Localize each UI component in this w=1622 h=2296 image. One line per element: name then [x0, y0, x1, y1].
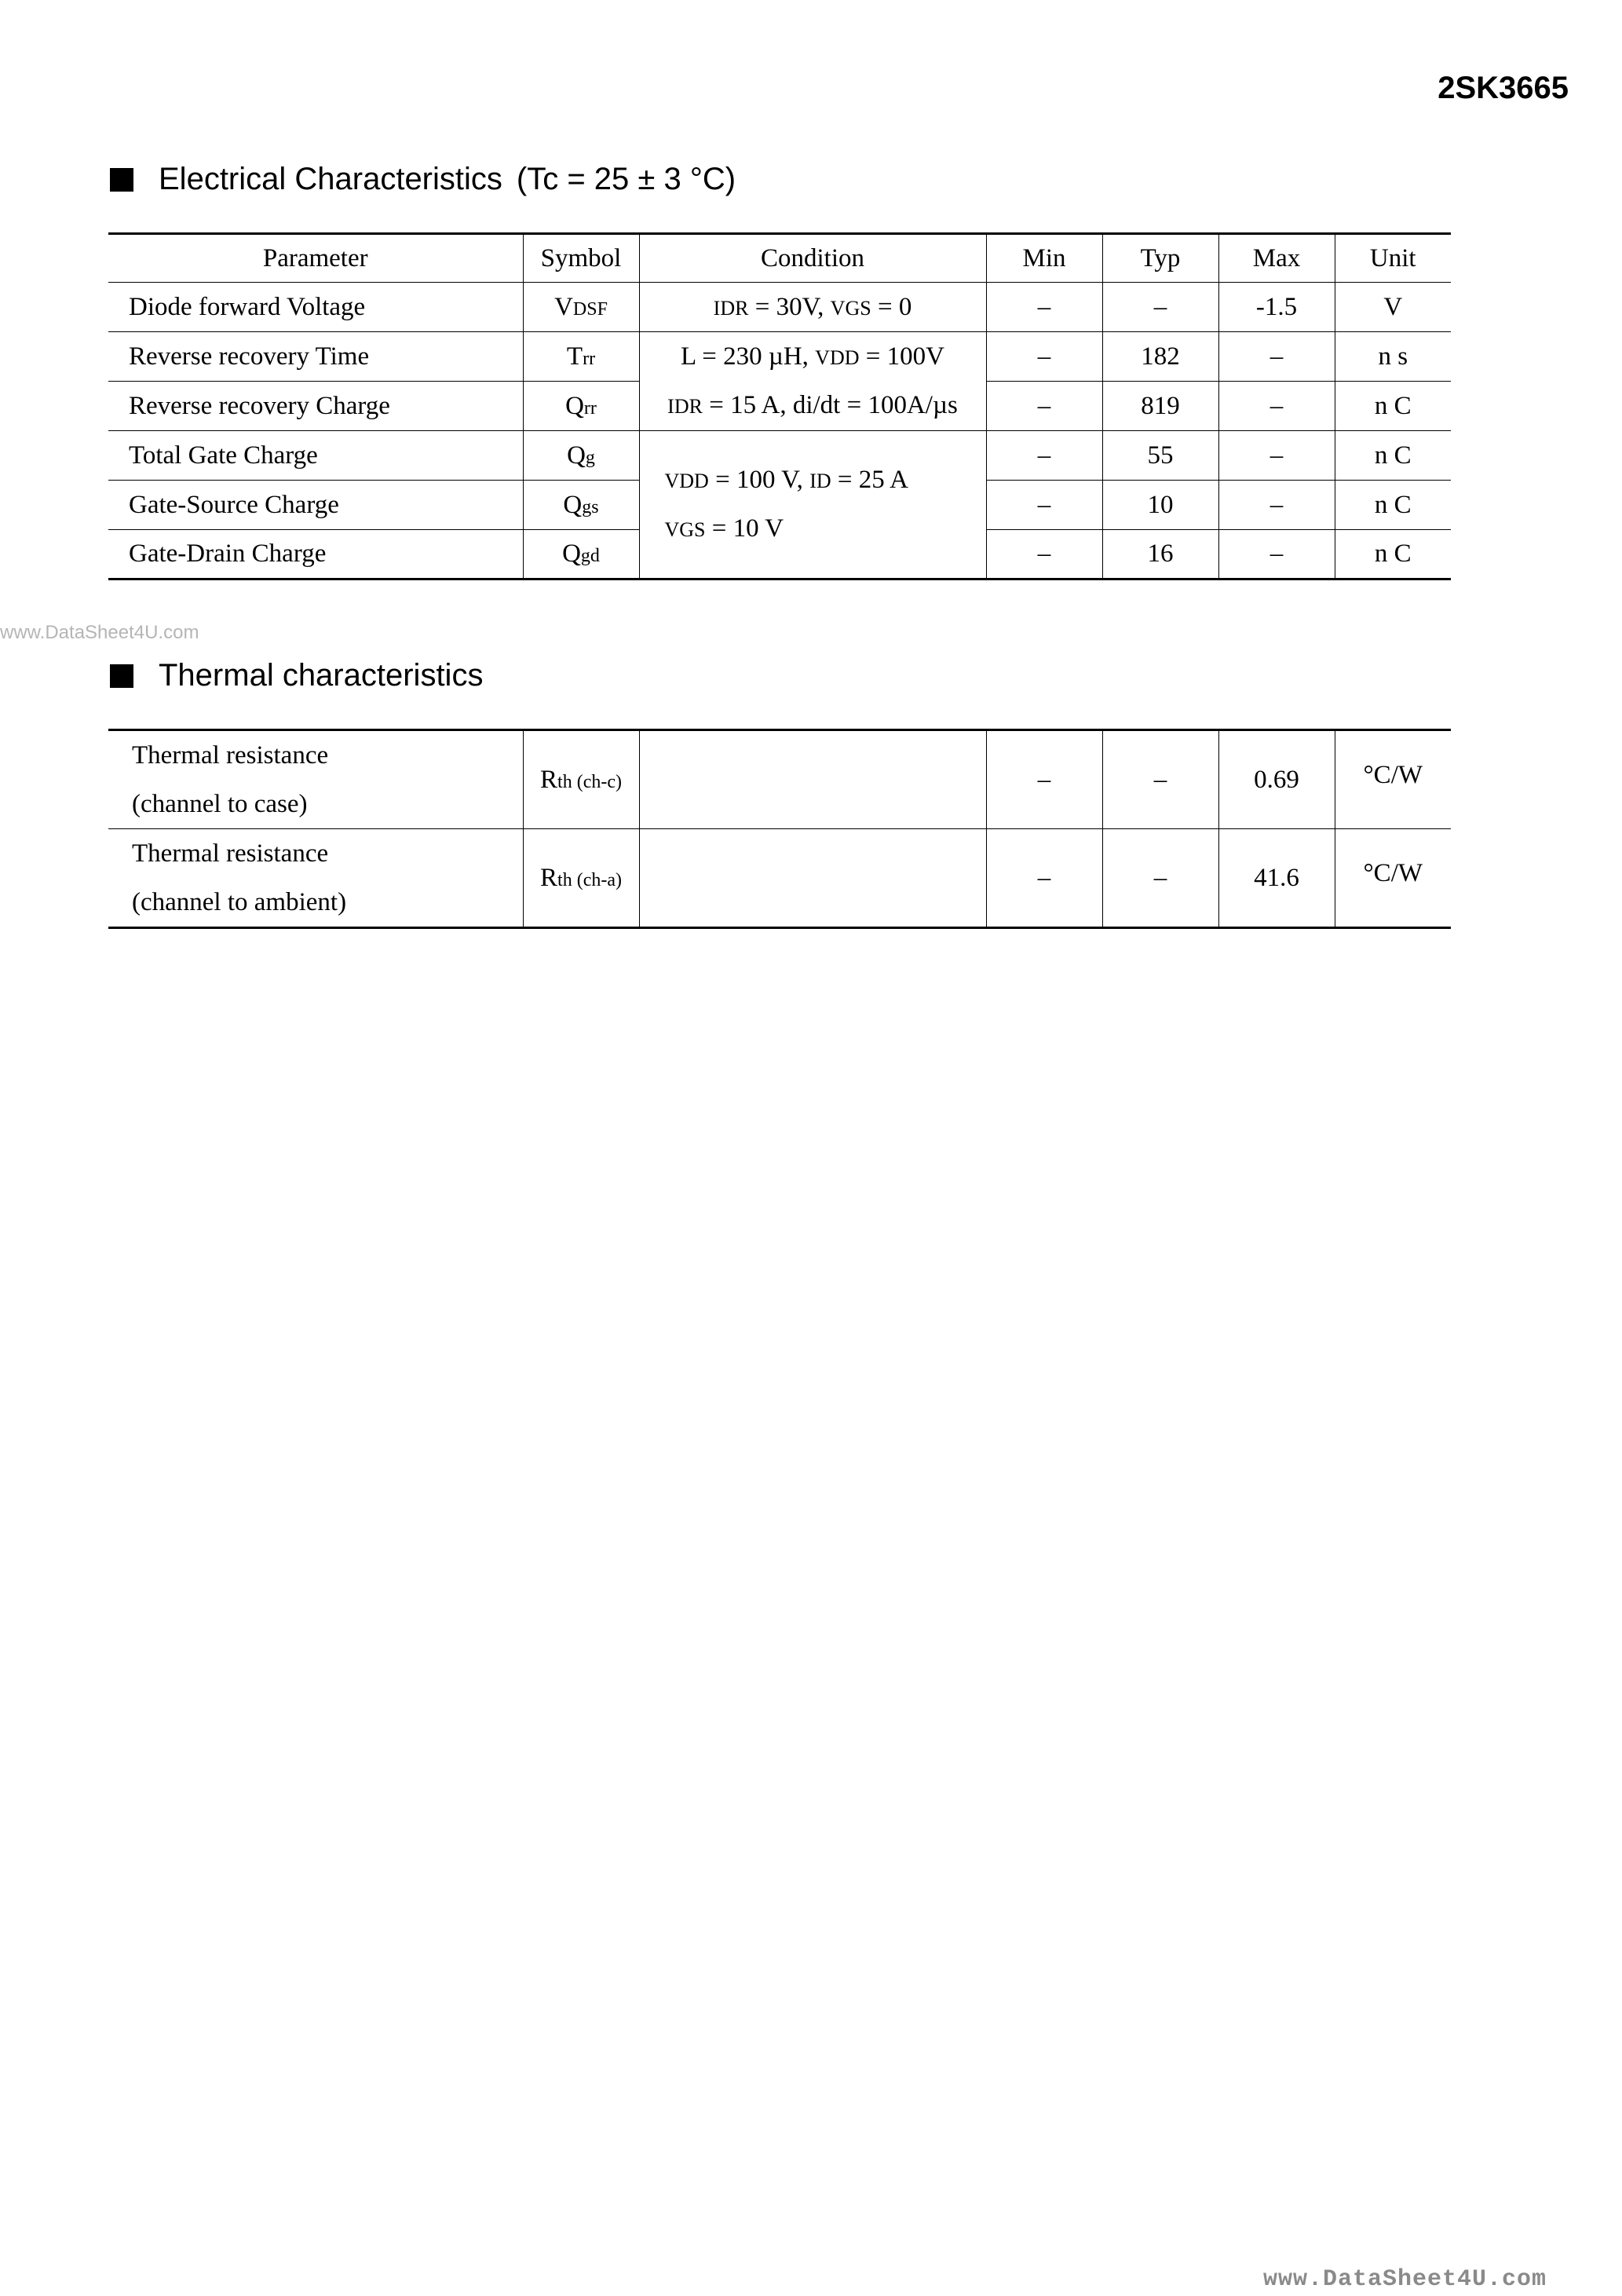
- watermark-text: www.DataSheet4U.com: [1262, 2266, 1547, 2293]
- column-header: Condition: [639, 234, 986, 283]
- condition-cell: [639, 829, 986, 928]
- condition-cell: IDR = 30V, VGS = 0: [639, 283, 986, 332]
- min-cell: –: [986, 481, 1102, 530]
- electrical-temp-condition: (Tc = 25 ± 3 °C): [516, 162, 736, 196]
- typ-cell: 182: [1102, 332, 1218, 382]
- unit-cell: n s: [1335, 332, 1451, 382]
- typ-cell: 55: [1102, 431, 1218, 481]
- symbol-cell: Qgd: [523, 530, 639, 579]
- watermark-text: www.DataSheet4U.com: [0, 622, 199, 643]
- symbol-cell: Trr: [523, 332, 639, 382]
- min-cell: –: [986, 829, 1102, 928]
- typ-cell: –: [1102, 283, 1218, 332]
- table-row: [108, 283, 1451, 332]
- unit-cell: n C: [1335, 481, 1451, 530]
- unit-cell: n C: [1335, 382, 1451, 431]
- column-header: Max: [1218, 234, 1335, 283]
- min-cell: –: [986, 530, 1102, 579]
- min-cell: –: [986, 431, 1102, 481]
- column-header: Symbol: [523, 234, 639, 283]
- typ-cell: –: [1102, 829, 1218, 928]
- condition-line: VDD = 100 V, ID = 25 A: [664, 465, 909, 494]
- parameter-cell: Reverse recovery Time: [108, 332, 523, 382]
- max-cell: –: [1218, 481, 1335, 530]
- parameter-cell: Total Gate Charge: [108, 431, 523, 481]
- max-cell: -1.5: [1218, 283, 1335, 332]
- typ-cell: 819: [1102, 382, 1218, 431]
- parameter-cell: Thermal resistance (channel to ambient): [108, 829, 523, 928]
- table-row: [108, 431, 1451, 481]
- max-cell: 0.69: [1218, 730, 1335, 829]
- symbol-cell: Rth (ch-c): [523, 730, 639, 829]
- table-header-row: [108, 234, 1451, 283]
- thermal-characteristics-table: [108, 729, 1451, 929]
- condition-cell: [639, 730, 986, 829]
- table-row: [108, 382, 1451, 431]
- table-row: [108, 332, 1451, 382]
- unit-cell: °C/W: [1335, 730, 1451, 829]
- symbol-cell: Qrr: [523, 382, 639, 431]
- unit-cell: n C: [1335, 431, 1451, 481]
- unit-cell: n C: [1335, 530, 1451, 579]
- max-cell: –: [1218, 530, 1335, 579]
- symbol-cell: VDSF: [523, 283, 639, 332]
- parameter-cell: Reverse recovery Charge: [108, 382, 523, 431]
- typ-cell: 10: [1102, 481, 1218, 530]
- condition-line: VGS = 10 V: [664, 514, 784, 543]
- parameter-cell: Thermal resistance (channel to case): [108, 730, 523, 829]
- table-row: [108, 829, 1451, 928]
- min-cell: –: [986, 382, 1102, 431]
- unit-cell: °C/W: [1335, 829, 1451, 928]
- symbol-cell: Qg: [523, 431, 639, 481]
- electrical-title: Electrical Characteristics: [159, 162, 502, 196]
- part-number: 2SK3665: [1438, 71, 1569, 105]
- unit-cell: V: [1335, 283, 1451, 332]
- symbol-cell: Rth (ch-a): [523, 829, 639, 928]
- typ-cell: 16: [1102, 530, 1218, 579]
- condition-cell: IDR = 15 A, di/dt = 100A/µs: [639, 382, 986, 431]
- condition-cell: [639, 431, 986, 579]
- column-header: Unit: [1335, 234, 1451, 283]
- electrical-characteristics-table: [108, 232, 1451, 580]
- min-cell: –: [986, 332, 1102, 382]
- column-header: Parameter: [108, 234, 523, 283]
- thermal-section-heading: [110, 658, 483, 693]
- bullet-square-icon: [110, 664, 133, 688]
- parameter-cell: Diode forward Voltage: [108, 283, 523, 332]
- max-cell: –: [1218, 382, 1335, 431]
- min-cell: –: [986, 730, 1102, 829]
- parameter-cell: Gate-Drain Charge: [108, 530, 523, 579]
- thermal-title: Thermal characteristics: [159, 658, 484, 693]
- column-header: Typ: [1102, 234, 1218, 283]
- column-header: Min: [986, 234, 1102, 283]
- table-row: [108, 730, 1451, 829]
- parameter-cell: Gate-Source Charge: [108, 481, 523, 530]
- typ-cell: –: [1102, 730, 1218, 829]
- bullet-square-icon: [110, 168, 133, 192]
- electrical-section-heading: [110, 162, 736, 197]
- symbol-cell: Qgs: [523, 481, 639, 530]
- condition-cell: L = 230 µH, VDD = 100V: [639, 332, 986, 382]
- min-cell: –: [986, 283, 1102, 332]
- max-cell: –: [1218, 332, 1335, 382]
- max-cell: –: [1218, 431, 1335, 481]
- max-cell: 41.6: [1218, 829, 1335, 928]
